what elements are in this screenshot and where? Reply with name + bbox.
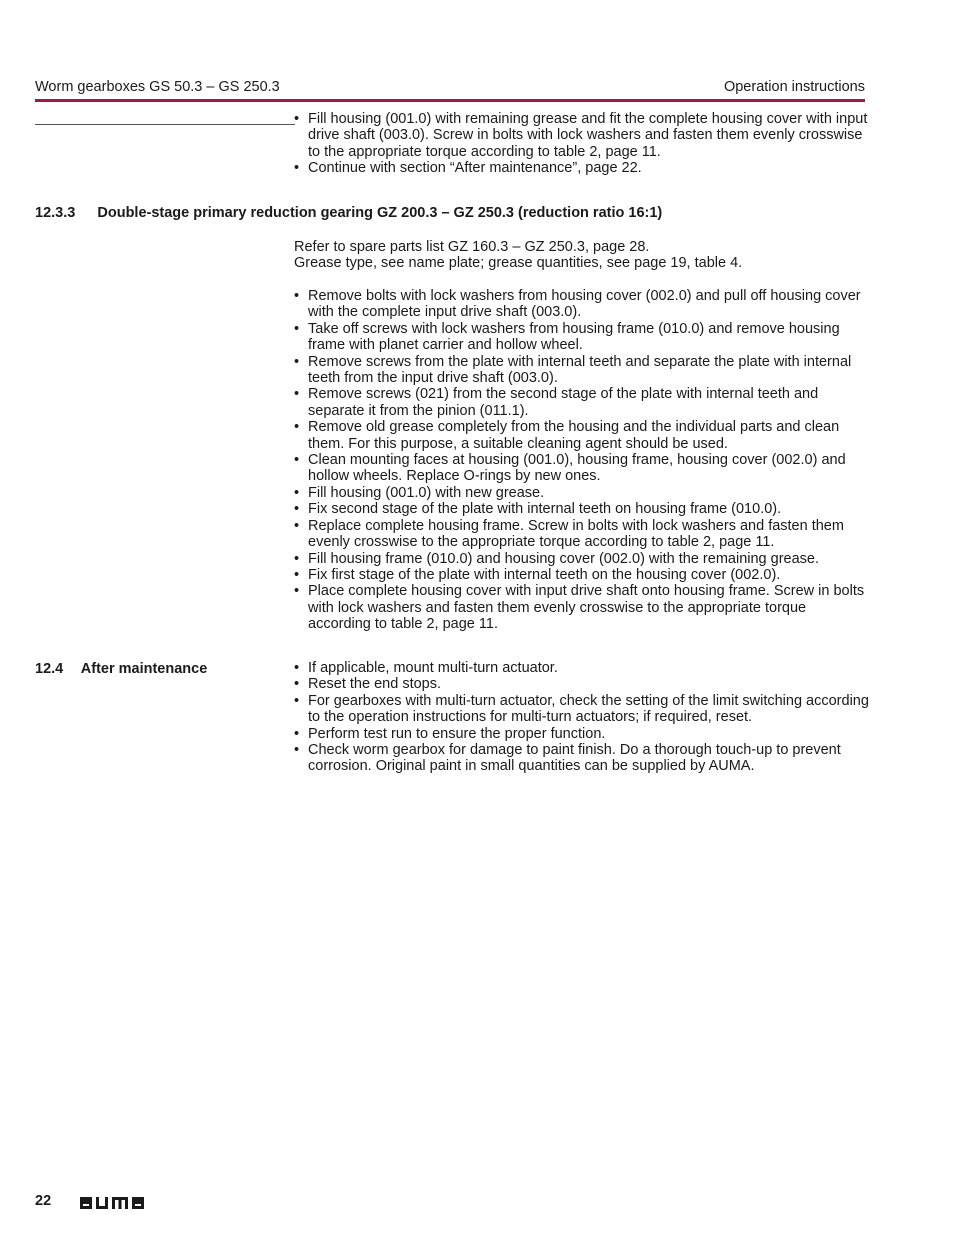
after-maintenance-bullet-list: [294, 660, 869, 775]
page-number: 22: [35, 1193, 52, 1209]
list-item: • Fill housing (001.0) with new grease.: [294, 484, 545, 501]
procedure-bullet-list: [294, 288, 869, 633]
list-item: • Remove bolts with lock washers from housing cover (002.0) and pull off housing cover with the complete input drive shaft (003.0).: [294, 288, 861, 321]
list-item: • For gearboxes with multi-turn actuator, check the setting of the limit switching according to the operation instructions for multi-turn actuators; if required, reset.: [294, 692, 869, 726]
list-item: • Remove old grease completely from the housing and the individual parts and clean them. For this purpose, a suitable cleaning agent should be used.: [294, 419, 840, 452]
list-item: • If applicable, mount multi-turn actuator.: [294, 660, 558, 676]
section-number: 12.3.3: [35, 205, 76, 221]
list-item: • Check worm gearbox for damage to paint finish. Do a thorough touch-up to prevent corrosion. Original paint in small quantities can be supplied by AUMA.: [294, 742, 841, 775]
list-item: • Remove screws (021) from the second stage of the plate with internal teeth and separate it from the pinion (011.1).: [294, 386, 819, 419]
list-item: • Perform test run to ensure the proper function.: [294, 725, 606, 742]
page-header: [35, 78, 865, 96]
section-title: After maintenance: [80, 661, 208, 677]
margin-rule: [35, 124, 295, 125]
list-item: • Fix first stage of the plate with internal teeth on the housing cover (002.0).: [294, 566, 781, 583]
list-item: • Remove screws from the plate with internal teeth and separate the plate with internal teeth from the input drive shaft (003.0).: [294, 353, 852, 387]
header-rule: [35, 99, 865, 102]
section-number: 12.4: [35, 661, 64, 677]
list-item: • Continue with section “After maintenance”, page 22.: [294, 160, 642, 177]
header-document-title: Worm gearboxes GS 50.3 – GS 250.3: [35, 79, 280, 95]
section-title: Double-stage primary reduction gearing GZ 200.3 – GZ 250.3 (reduction ratio 16:1): [97, 205, 663, 221]
intro-bullet-list: [294, 111, 869, 177]
list-item: • Fill housing frame (010.0) and housing cover (002.0) with the remaining grease.: [294, 550, 819, 567]
auma-logo-icon: [78, 1189, 152, 1211]
list-item: • Clean mounting faces at housing (001.0), housing frame, housing cover (002.0) and hollow wheels. Replace O-rings by new ones.: [294, 452, 846, 485]
reference-paragraph: [294, 239, 869, 272]
section-heading-12-4: [35, 660, 207, 678]
list-item: • Replace complete housing frame. Screw in bolts with lock washers and fasten them evenly crosswise to the appropriate torque according to table 2, page 11.: [294, 517, 844, 551]
list-item: • Reset the end stops.: [294, 676, 441, 693]
list-item: • Fix second stage of the plate with internal teeth on housing frame (010.0).: [294, 501, 782, 518]
list-item: • Fill housing (001.0) with remaining grease and fit the complete housing cover with input drive shaft (003.0). Screw in bolts with lock washers and fasten them evenly crosswise to the appropriate torque according to table 2, page 11.: [294, 111, 868, 160]
list-item: • Place complete housing cover with input drive shaft onto housing frame. Screw in bolts with lock washers and fasten them evenly crosswise to the appropriate torque according to table 2, page 11.: [294, 583, 865, 633]
header-document-type: Operation instructions: [723, 79, 865, 95]
section-heading-12-3-3: [35, 204, 662, 222]
list-item: • Take off screws with lock washers from housing frame (010.0) and remove housing frame with planet carrier and hollow wheel.: [294, 320, 840, 354]
spare-parts-reference: Refer to spare parts list GZ 160.3 – GZ 250.3, page 28.: [294, 239, 650, 255]
grease-reference: Grease type, see name plate; grease quantities, see page 19, table 4.: [294, 255, 743, 272]
